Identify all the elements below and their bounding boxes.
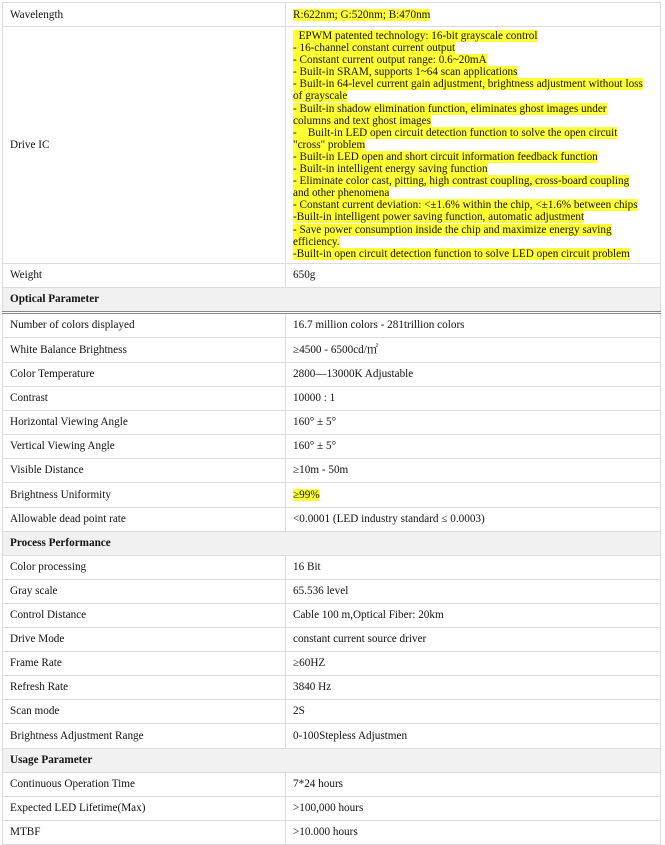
section-header-usage bbox=[3, 748, 661, 772]
row-label: Frame Rate bbox=[3, 651, 286, 675]
row-label: Drive Mode bbox=[3, 627, 286, 651]
row-value: 650g bbox=[286, 263, 661, 287]
row-label: Color Temperature bbox=[3, 362, 286, 386]
drive-ic-line: efficiency. bbox=[293, 235, 340, 248]
drive-ic-line: - Constant current deviation: <±1.6% within the chip, <±1.6% between chips bbox=[293, 199, 638, 212]
row-value: ≥60HZ bbox=[286, 651, 661, 675]
drive-ic-line: - Built-in LED open and short circuit information feedback function bbox=[293, 150, 598, 163]
drive-ic-line: "cross" problem bbox=[293, 138, 366, 151]
row-value bbox=[286, 3, 661, 27]
table-row bbox=[3, 772, 661, 796]
row-label: MTBF bbox=[3, 820, 286, 844]
table-row-drive-ic bbox=[3, 27, 661, 264]
table-row bbox=[3, 627, 661, 651]
section-title: Usage Parameter bbox=[3, 748, 661, 772]
row-value: Cable 100 m,Optical Fiber: 20km bbox=[286, 603, 661, 627]
drive-ic-line: EPWM patented technology: 16-bit grayscale control bbox=[293, 30, 538, 42]
row-label: Refresh Rate bbox=[3, 675, 286, 699]
drive-ic-line: - Built-in SRAM, supports 1~64 scan applications bbox=[293, 66, 518, 79]
table-row bbox=[3, 603, 661, 627]
table-row-weight bbox=[3, 263, 661, 287]
row-label: Gray scale bbox=[3, 579, 286, 603]
table-row bbox=[3, 579, 661, 603]
row-value: 3840 Hz bbox=[286, 675, 661, 699]
row-label: Color processing bbox=[3, 555, 286, 579]
section-header-optical bbox=[3, 287, 661, 312]
row-value: 65.536 level bbox=[286, 579, 661, 603]
drive-ic-line: -Built-in intelligent power saving function, automatic adjustment bbox=[293, 211, 585, 224]
row-value: >10.000 hours bbox=[286, 820, 661, 844]
table-row bbox=[3, 675, 661, 699]
row-value: ≥4500 - 6500cd/㎡ bbox=[286, 337, 661, 362]
row-label: Allowable dead point rate bbox=[3, 507, 286, 531]
drive-ic-line: -Built-in open circuit detection function to solve LED open circuit problem bbox=[293, 247, 630, 260]
table-row bbox=[3, 386, 661, 410]
drive-ic-line: - Constant current output range: 0.6~20mA bbox=[293, 54, 487, 67]
row-label: Number of colors displayed bbox=[3, 312, 286, 337]
section-title: Optical Parameter bbox=[3, 287, 661, 312]
drive-ic-description bbox=[286, 27, 661, 264]
table-row bbox=[3, 362, 661, 386]
row-value: ≥10m - 50m bbox=[286, 458, 661, 482]
table-row bbox=[3, 820, 661, 844]
table-row bbox=[3, 507, 661, 531]
table-row bbox=[3, 699, 661, 723]
row-label: Visible Distance bbox=[3, 458, 286, 482]
drive-ic-line: - Built-in shadow elimination function, eliminates ghost images under bbox=[293, 102, 607, 115]
row-value: constant current source driver bbox=[286, 627, 661, 651]
row-label: Continuous Operation Time bbox=[3, 772, 286, 796]
highlighted-value: ≥99% bbox=[293, 488, 320, 501]
table-row bbox=[3, 410, 661, 434]
table-row bbox=[3, 312, 661, 337]
drive-ic-line: - Built-in 64-level current gain adjustment, brightness adjustment without loss bbox=[293, 78, 643, 91]
row-label: Expected LED Lifetime(Max) bbox=[3, 796, 286, 820]
row-label: Drive IC bbox=[3, 27, 286, 264]
row-value: 10000 : 1 bbox=[286, 386, 661, 410]
table-row bbox=[3, 482, 661, 507]
table-row bbox=[3, 651, 661, 675]
row-value: 16.7 million colors - 281trillion colors bbox=[286, 312, 661, 337]
table-row bbox=[3, 337, 661, 362]
drive-ic-line: - Eliminate color cast, pitting, high contrast coupling, cross-board coupling bbox=[293, 175, 630, 188]
drive-ic-line: - Built-in LED open circuit detection function to solve the open circuit bbox=[293, 126, 618, 139]
row-label: Scan mode bbox=[3, 699, 286, 723]
row-label: Vertical Viewing Angle bbox=[3, 434, 286, 458]
drive-ic-line: of grayscale bbox=[293, 90, 348, 103]
table-row bbox=[3, 796, 661, 820]
row-label: Brightness Uniformity bbox=[3, 482, 286, 507]
drive-ic-line: and other phenomena bbox=[293, 187, 390, 200]
section-header-process bbox=[3, 531, 661, 555]
row-label: Contrast bbox=[3, 386, 286, 410]
row-label: Brightness Adjustment Range bbox=[3, 723, 286, 748]
table-row bbox=[3, 723, 661, 748]
spec-page bbox=[2, 2, 661, 845]
row-value: 7*24 hours bbox=[286, 772, 661, 796]
row-value: 16 Bit bbox=[286, 555, 661, 579]
row-label: Weight bbox=[3, 263, 286, 287]
drive-ic-line: - Save power consumption inside the chip and maximize energy saving bbox=[293, 223, 612, 236]
row-value: <0.0001 (LED industry standard ≤ 0.0003) bbox=[286, 507, 661, 531]
table-row bbox=[3, 434, 661, 458]
specification-table bbox=[2, 2, 661, 845]
highlighted-value: R:622nm; G:520nm; B:470nm bbox=[293, 8, 431, 21]
row-label: Wavelength bbox=[3, 3, 286, 27]
table-row bbox=[3, 555, 661, 579]
row-value: 2S bbox=[286, 699, 661, 723]
row-value bbox=[286, 482, 661, 507]
row-value: 160° ± 5° bbox=[286, 410, 661, 434]
row-label: Control Distance bbox=[3, 603, 286, 627]
row-value: 2800—13000K Adjustable bbox=[286, 362, 661, 386]
row-value: >100,000 hours bbox=[286, 796, 661, 820]
row-value: 160° ± 5° bbox=[286, 434, 661, 458]
row-value: 0-100Stepless Adjustmen bbox=[286, 723, 661, 748]
table-row bbox=[3, 458, 661, 482]
drive-ic-line: - 16-channel constant current output bbox=[293, 42, 456, 55]
drive-ic-line: - Built-in intelligent energy saving function bbox=[293, 163, 488, 176]
table-row-wavelength bbox=[3, 3, 661, 27]
drive-ic-line: columns and text ghost images bbox=[293, 114, 431, 127]
row-label: Horizontal Viewing Angle bbox=[3, 410, 286, 434]
row-label: White Balance Brightness bbox=[3, 337, 286, 362]
section-title: Process Performance bbox=[3, 531, 661, 555]
